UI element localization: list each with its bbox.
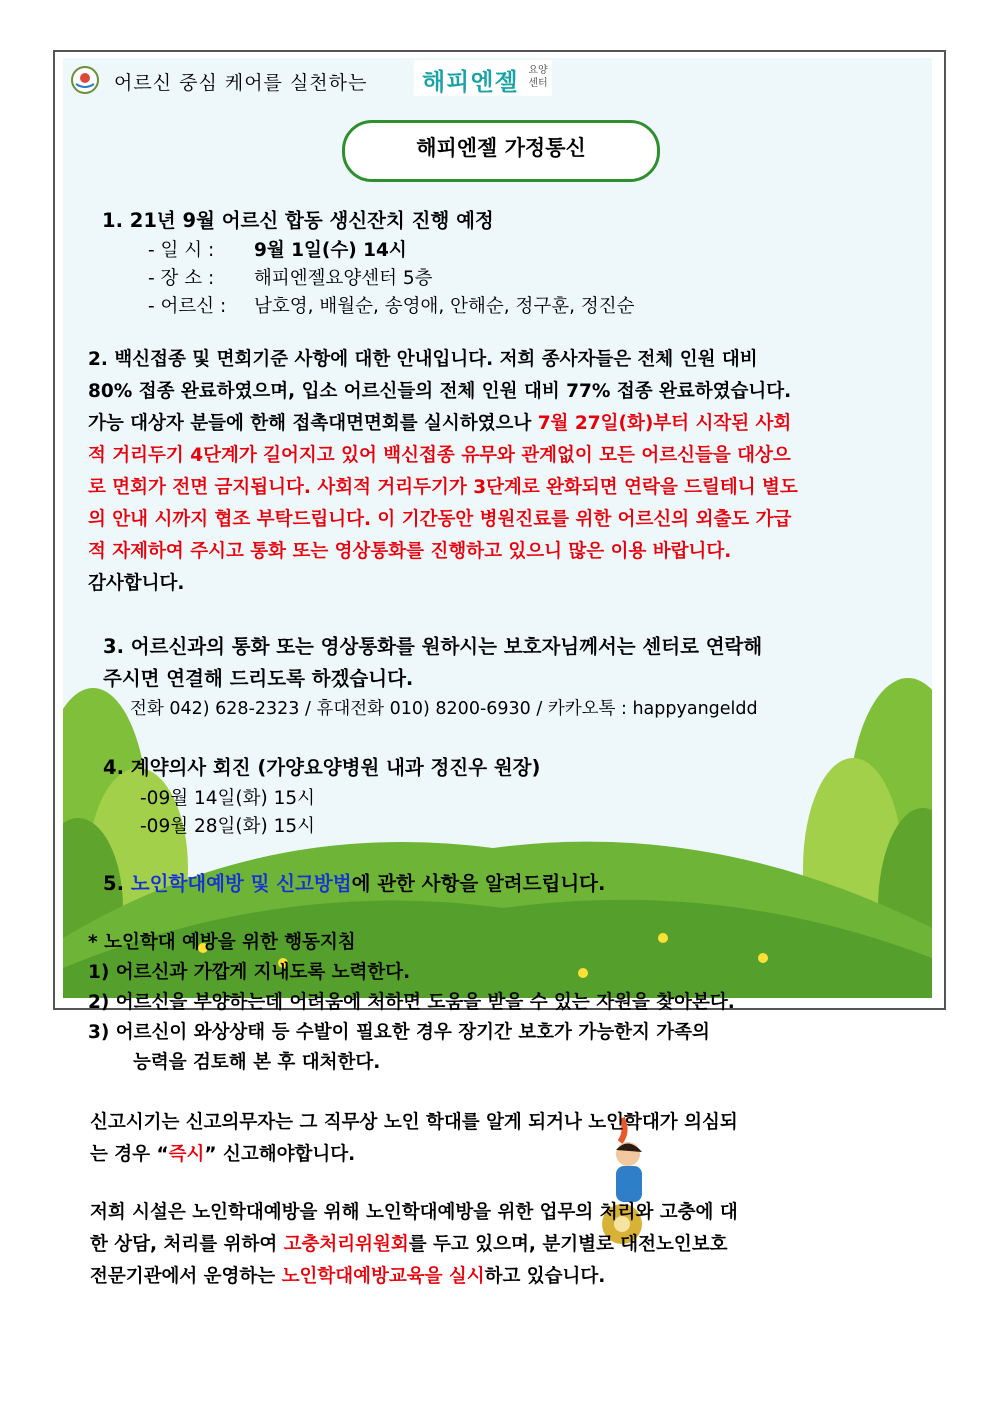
section2-line-red: 의 안내 시까지 협조 부탁드립니다. 이 기간동안 병원진료를 위한 어르신의 외출도 가급 [88,509,792,530]
section4-heading: 4. 계약의사 회진 (가양요양병원 내과 정진우 원장) [103,756,541,779]
circular-emblem-icon [68,66,102,94]
section1-heading: 1. 21년 9월 어르신 합동 생신잔치 진행 예정 [102,209,494,232]
slogan: 어르신 중심 케어를 실천하는 [114,72,368,94]
guideline-item: 능력을 검토해 본 후 대처한다. [133,1052,381,1073]
report-line: 신고시기는 신고의무자는 그 직무상 노인 학대를 알게 되거나 노인학대가 의심되 [90,1112,738,1133]
section1-date-value: 9월 1일(수) 14시 [254,240,407,261]
contact-info: 전화 042) 628-2323 / 휴대전화 010) 8200-6930 / 카카오톡 : happyangeldd [130,699,758,719]
doctor-visit: -09월 14일(화) 15시 [140,788,315,809]
guideline-item: 2) 어르신을 부양하는데 어려움에 처하면 도움을 받을 수 있는 자원을 찾아본다. [88,992,735,1013]
brand-suffix: 요양 센터 [528,65,548,89]
guidelines-heading: * 노인학대 예방을 위한 행동지침 [88,932,356,953]
section1-place-value: 해피엔젤요양센터 5층 [254,268,433,289]
section1-elders-label: - 어르신 : [148,296,227,317]
facility-line: 한 상담, 처리를 위하여 고충처리위원회를 두고 있으며, 분기별로 대전노인보호 [90,1234,728,1255]
section2-line-red: 로 면회가 전면 금지됩니다. 사회적 거리두기가 3단계로 완화되면 연락을 드릴테니 별도 [88,477,798,498]
section2-thanks: 감사합니다. [88,573,185,594]
section2-line-red: 적 거리두기 4단계가 길어지고 있어 백신접종 유무와 관계없이 모든 어르신들을 대상으 [88,445,791,466]
doctor-visit: -09월 28일(화) 15시 [140,816,315,837]
facility-line: 전문기관에서 운영하는 노인학대예방교육을 실시하고 있습니다. [90,1266,606,1287]
facility-line: 저희 시설은 노인학대예방을 위해 노인학대예방을 위한 업무의 처리와 고충에 대 [90,1202,738,1223]
section3-line: 주시면 연결해 드리도록 하겠습니다. [103,667,414,690]
section1-date-label: - 일 시 : [148,240,215,261]
section1-elders-value: 남호영, 배월순, 송영애, 안해순, 정구훈, 정진순 [254,296,635,317]
section2-line: 80% 접종 완료하였으며, 입소 어르신들의 전체 인원 대비 77% 접종 완료하였습니다. [88,381,792,402]
page-title: 해피엔젤 가정통신 [416,136,586,160]
guideline-item: 1) 어르신과 가깝게 지내도록 노력한다. [88,962,411,983]
section2-line: 가능 대상자 분들에 한해 접촉대면면회를 실시하였으나 7월 27일(화)부터 시작된 사회 [88,413,792,434]
guideline-item: 3) 어르신이 와상상태 등 수발이 필요한 경우 장기간 보호가 가능한지 가족의 [88,1022,710,1043]
report-line: 는 경우 “즉시” 신고해야합니다. [90,1144,356,1165]
section2-line: 2. 백신접종 및 면회기준 사항에 대한 안내입니다. 저희 종사자들은 전체 인원 대비 [88,349,758,370]
section5-heading: 5. 노인학대예방 및 신고방법에 관한 사항을 알려드립니다. [103,872,606,895]
section2-line-red: 적 자제하여 주시고 통화 또는 영상통화를 진행하고 있으니 많은 이용 바랍니다. [88,541,732,562]
brand-name: 해피엔젤 [422,68,519,96]
section3-line: 3. 어르신과의 통화 또는 영상통화를 원하시는 보호자님께서는 센터로 연락해 [103,635,763,658]
section1-place-label: - 장 소 : [148,268,215,289]
